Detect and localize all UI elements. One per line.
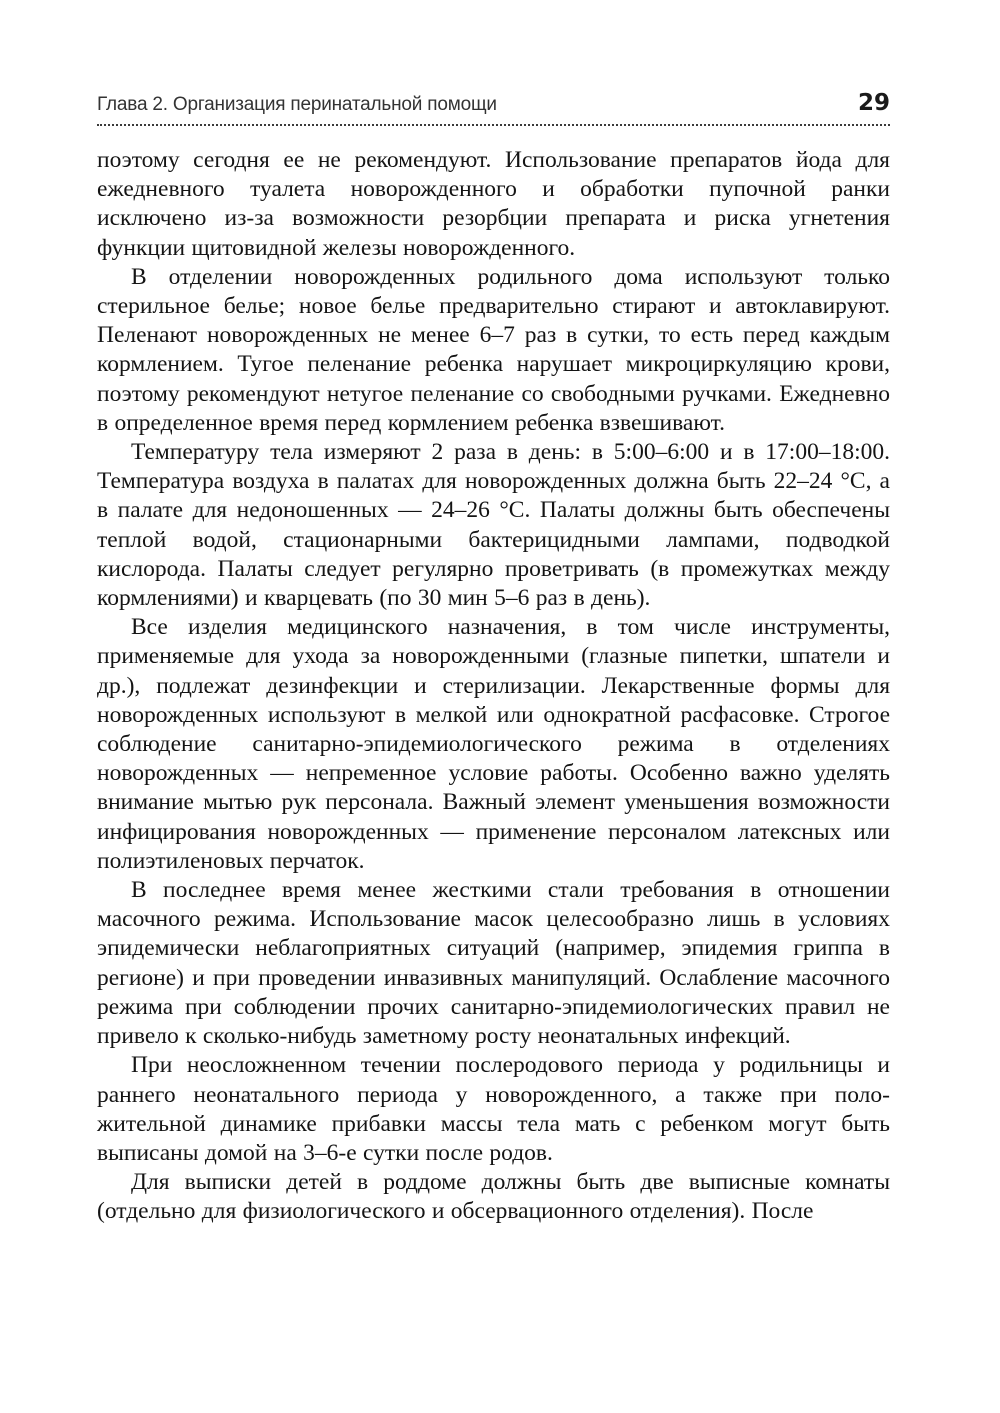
- running-header: [97, 90, 890, 126]
- paragraph-mask-regime: В последнее время менее жесткими стали требования в отношении масочного режима. Использование масок целесообразно лишь в условиях эпидемически неблагоприятных ситуаций (например, эпидемия гриппа в регионе) и при проведении инвазивных манипуляций. Ослабление масочного режима при соблюдении прочих санитарно-эпидемиологических правил не привело к сколько-нибудь заметному росту неонатальных инфекций.: [97, 877, 890, 1050]
- paragraph-discharge-rooms: Для выписки детей в роддоме должны быть две выписные комнаты (отдельно для физиологического и обсервационного отделения). После: [97, 1169, 890, 1225]
- paragraph-temperature: Температуру тела измеряют 2 раза в день: в 5:00–6:00 и в 17:00–18:00. Температура воздуха в палатах для новорожденных должна быть 22–24 °С, а в палате для недоношенных — 24–26 °С. Палаты должны быть обеспечены теплой водой, стационарными бактерицидными лампами, подводкой кислорода. Палаты следует регулярно проветривать (в промежутках между кормлениями) и кварцевать (по 30 мин 5–6 раз в день).: [97, 439, 890, 612]
- page-number: 29: [857, 90, 890, 116]
- body-text: [97, 146, 890, 1227]
- chapter-running-title: Глава 2. Организация перинатальной помощи: [97, 94, 497, 115]
- paragraph-continuation: поэтому сегодня ее не рекомендуют. Использование препаратов йода для ежедневного туалета новорожденного и обработки пупочной ранки исключено из-за возможности резорбции препарата и риска угнетения функции щитовидной железы новорожденного.: [97, 147, 890, 261]
- paragraph-discharge-timing: При неосложненном течении послеродового периода у родильницы и раннего неонатального периода у новорожденного, а также при положительной динамике прибавки массы тела мать с ребенком могут быть выписаны домой на 3–6-е сутки после родов.: [97, 1052, 890, 1166]
- paragraph-disinfection: Все изделия медицинского назначения, в том числе инструменты, применяемые для ухода за новорожденными (глазные пипетки, шпатели и др.), подлежат дезинфекции и стерилизации. Лекарственные формы для новорожденных используют в мелкой или однократной расфасовке. Строгое соблюдение санитарно-эпидемиологического режима в отделениях новорожденных — непременное условие работы. Особенно важно уделять внимание мытью рук персонала. Важный элемент уменьшения возможности инфицирования новорожденных — применение персоналом латексных или полиэтиленовых перчаток.: [97, 614, 890, 874]
- paragraph-linen-swaddling: В отделении новорожденных родильного дома используют только стерильное белье; новое белье предварительно стирают и автоклавируют. Пеленают новорожденных не менее 6–7 раз в сутки, то есть перед каждым кормлением. Тугое пеленание ребенка нарушает микроциркуляцию крови, поэтому рекомендуют нетугое пеленание со свободными ручками. Ежедневно в определенное время перед кормлением ребенка взвешивают.: [97, 263, 890, 436]
